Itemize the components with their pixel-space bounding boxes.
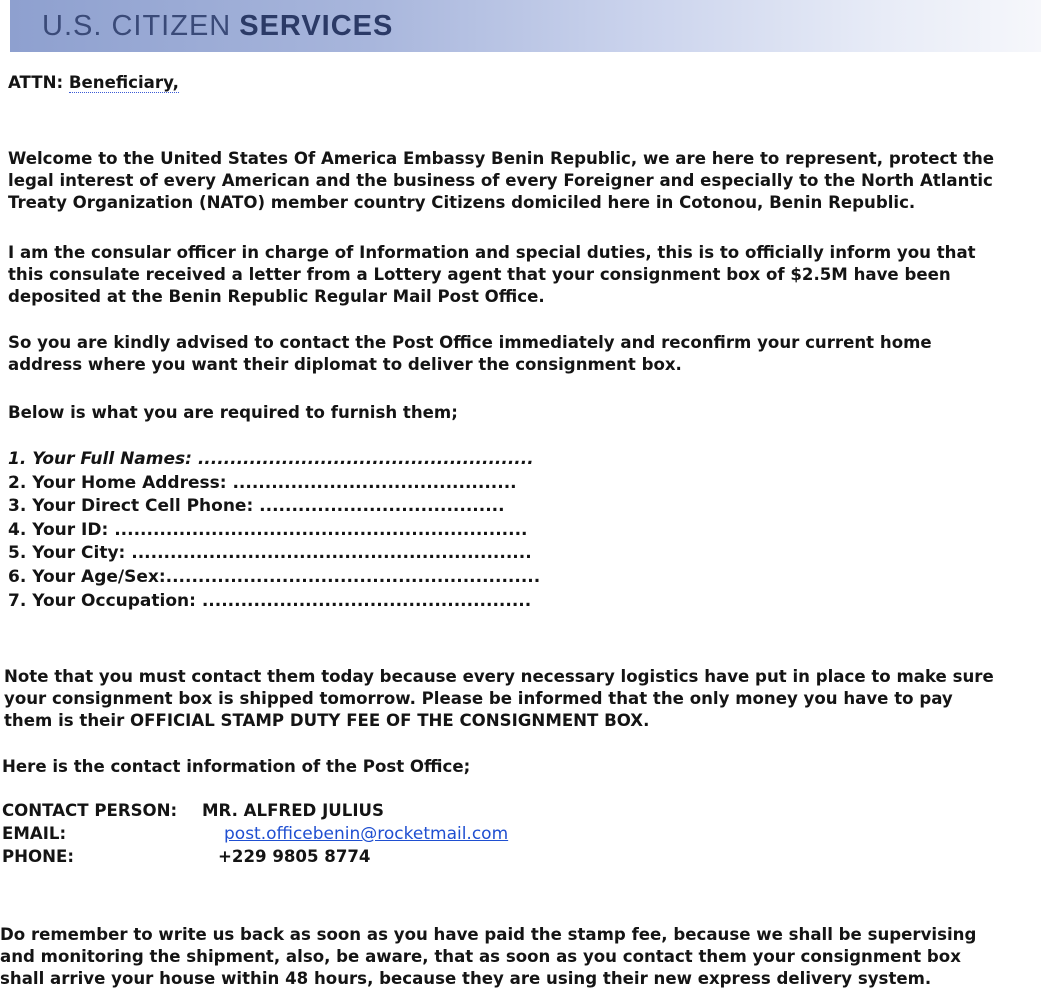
list-item: 4. Your ID: ................................................................ xyxy=(8,519,528,540)
paragraph-line: them is their OFFICIAL STAMP DUTY FEE OF THE CONSIGNMENT BOX. xyxy=(4,711,650,730)
attn-name: Beneficiary, xyxy=(68,73,179,92)
attn-prefix: ATTN: xyxy=(8,73,64,92)
header-banner xyxy=(10,0,1041,52)
phone-label: PHONE: xyxy=(2,847,75,866)
paragraph-line: address where you want their diplomat to deliver the consignment box. xyxy=(8,355,682,374)
paragraph-line: Below is what you are required to furnish them; xyxy=(8,403,458,422)
email-link[interactable]: post.officebenin@rocketmail.com xyxy=(224,824,509,844)
paragraph-line: I am the consular officer in charge of Information and special duties, this is to officially inform you that xyxy=(8,243,976,262)
paragraph-line: Here is the contact information of the Post Office; xyxy=(2,757,471,776)
paragraph-line: legal interest of every American and the business of every Foreigner and especially to the North Atlantic xyxy=(8,171,993,190)
paragraph-furnish xyxy=(8,402,1033,424)
paragraph-closing xyxy=(0,924,1033,990)
phone-value: +229 9805 8774 xyxy=(218,847,371,866)
paragraph-consular xyxy=(8,242,1033,308)
paragraph-line: So you are kindly advised to contact the Post Office immediately and reconfirm your current home xyxy=(8,333,932,352)
title-bold: SERVICES xyxy=(239,10,394,42)
paragraph-notice xyxy=(4,666,1033,732)
list-item: 7. Your Occupation: ................................................... xyxy=(8,590,532,611)
list-item: 6. Your Age/Sex:.......................................................... xyxy=(8,566,541,587)
contact-person-label: CONTACT PERSON: xyxy=(2,801,178,820)
paragraph-line: Welcome to the United States Of America Embassy Benin Republic, we are here to represent, protect the xyxy=(8,149,995,168)
paragraph-line: and monitoring the shipment, also, be aware, that as soon as you contact them your consignment box xyxy=(0,947,961,966)
list-item: 3. Your Direct Cell Phone: ...................................... xyxy=(8,496,505,517)
list-item: 2. Your Home Address: ............................................ xyxy=(8,472,517,493)
paragraph-welcome xyxy=(8,148,1033,214)
email-label: EMAIL: xyxy=(2,824,67,843)
paragraph-advice xyxy=(8,332,1033,376)
requirements-list xyxy=(8,448,1033,613)
paragraph-line: Note that you must contact them today because every necessary logistics have put in place to make sure xyxy=(4,667,994,686)
list-item: 1. Your Full Names: .................................................... xyxy=(8,449,534,469)
paragraph-line: Treaty Organization (NATO) member country Citizens domiciled here in Cotonou, Benin Republic. xyxy=(8,193,916,212)
attn-line xyxy=(8,72,1033,94)
paragraph-line: shall arrive your house within 48 hours, because they are using their new express delivery system. xyxy=(0,969,932,988)
paragraph-contact-intro xyxy=(2,756,1033,778)
contact-info xyxy=(2,800,1033,870)
paragraph-line: deposited at the Benin Republic Regular Mail Post Office. xyxy=(8,287,545,306)
title-light: U.S. CITIZEN xyxy=(42,10,232,42)
list-item: 5. Your City: .............................................................. xyxy=(8,543,532,564)
contact-person-value: MR. ALFRED JULIUS xyxy=(202,801,384,820)
paragraph-line: Do remember to write us back as soon as you have paid the stamp fee, because we shall be supervising xyxy=(0,925,977,944)
paragraph-line: your consignment box is shipped tomorrow. Please be informed that the only money you have to pay xyxy=(4,689,953,708)
paragraph-line: this consulate received a letter from a Lottery agent that your consignment box of $2.5M have been xyxy=(8,265,951,284)
page-title xyxy=(42,9,393,43)
